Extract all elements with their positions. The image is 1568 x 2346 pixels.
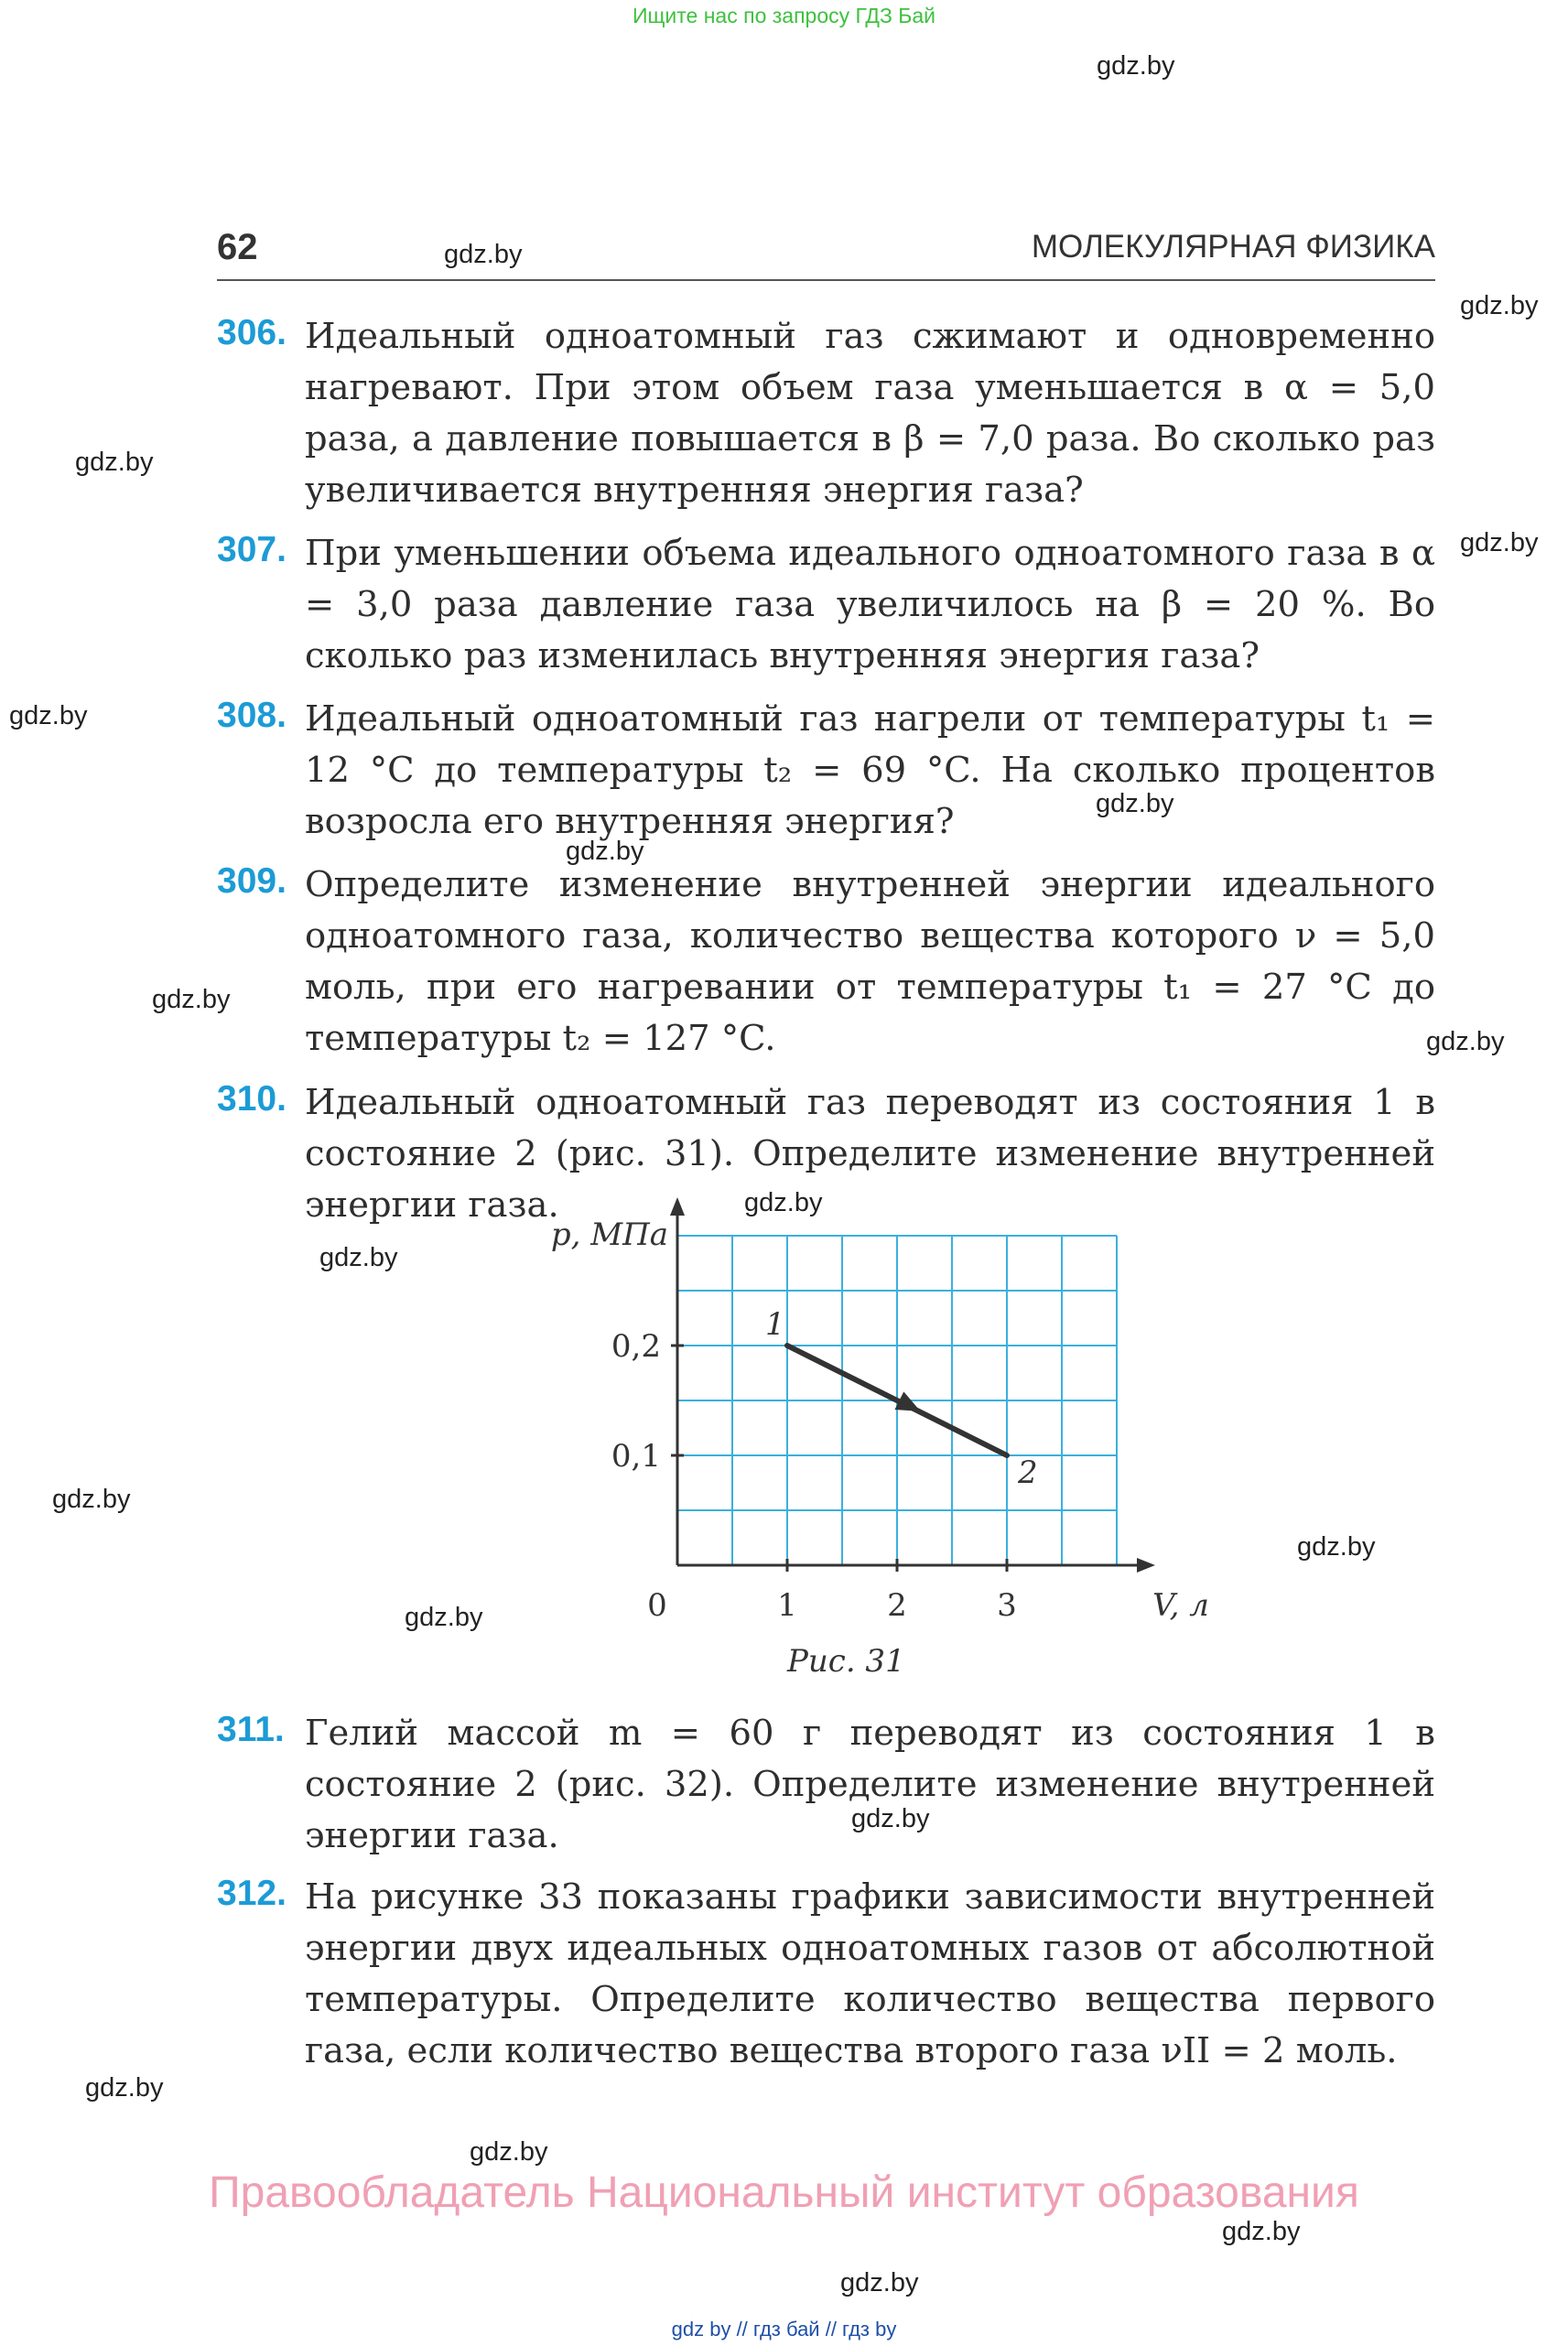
state-label-2: 2: [1018, 1454, 1038, 1491]
watermark: gdz.by: [9, 701, 88, 730]
watermark: gdz.by: [840, 2268, 919, 2297]
figure-31: [513, 1216, 1209, 1666]
problem-text: На рисунке 33 показаны графики зависимости внутренней энергии двух идеальных одноатомных газов от абсолютной температуры. Определите количество вещества первого газа, если количество вещества второго газа νII = 2 моль.: [305, 1876, 1435, 2071]
state-label-1: 1: [765, 1306, 785, 1343]
copyright-notice: Правообладатель Национальный институт образования: [209, 2168, 1359, 2217]
problem-number: 307.: [217, 530, 287, 569]
bottom-links[interactable]: gdz by // гдз бай // гдз by: [671, 2318, 897, 2341]
problem-text: Гелий массой m = 60 г переводят из состояния 1 в состояние 2 (рис. 32). Определите изменение внутренней энергии газа.: [305, 1713, 1435, 1856]
watermark: gdz.by: [1222, 2217, 1301, 2246]
watermark: gdz.by: [405, 1603, 483, 1632]
page-number: 62: [217, 227, 258, 267]
problem-text: Идеальный одноатомный газ нагрели от температуры t₁ = 12 °C до температуры t₂ = 69 °C. На сколько процентов возросла его внутренняя энергия?: [305, 698, 1435, 842]
watermark: gdz.by: [1097, 51, 1175, 81]
y-tick-label: 0,1: [611, 1438, 661, 1475]
watermark: gdz.by: [85, 2073, 164, 2103]
problem-number: 308.: [217, 696, 287, 735]
watermark: gdz.by: [470, 2137, 548, 2167]
watermark: gdz.by: [1460, 528, 1539, 557]
problem-text: При уменьшении объема идеального одноатомного газа в α = 3,0 раза давление газа увеличилось на β = 20 %. Во сколько раз изменилась внутренняя энергия газа?: [305, 533, 1435, 676]
watermark: gdz.by: [75, 448, 154, 477]
y-tick-label: 0,2: [611, 1328, 661, 1365]
x-tick-label: 1: [777, 1587, 797, 1624]
figure-caption: Рис. 31: [787, 1643, 905, 1680]
problem-text: Идеальный одноатомный газ переводят из состояния 1 в состояние 2 (рис. 31). Определите изменение внутренней энергии газа.: [305, 1082, 1435, 1226]
watermark: gdz.by: [1426, 1027, 1505, 1056]
y-axis-label: p, МПа: [550, 1216, 668, 1253]
watermark: gdz.by: [1297, 1532, 1376, 1562]
x-tick-label: 3: [997, 1587, 1017, 1624]
watermark: gdz.by: [1096, 789, 1174, 818]
problem-number: 310.: [217, 1079, 287, 1119]
watermark: gdz.by: [744, 1188, 823, 1217]
watermark: gdz.by: [1460, 291, 1539, 320]
header-rule: [217, 279, 1435, 281]
x-tick-label: 2: [887, 1587, 907, 1624]
watermark: gdz.by: [152, 985, 231, 1014]
x-axis-arrow: [1137, 1558, 1155, 1573]
problem-number: 309.: [217, 861, 287, 901]
problem-number: 312.: [217, 1874, 287, 1913]
watermark: gdz.by: [444, 240, 523, 269]
problem-number: 311.: [217, 1710, 285, 1749]
problem-text: Определите изменение внутренней энергии идеального одноатомного газа, количество вещества которого ν = 5,0 моль, при его нагревании от температуры t₁ = 27 °C до температуры t₂ = 127 °C.: [305, 864, 1435, 1059]
problem-text: Идеальный одноатомный газ сжимают и одновременно нагревают. При этом объем газа уменьшается в α = 5,0 раза, а давление повышается в β = 7,0 раза. Во сколько раз увеличивается внутренняя энергия газа?: [305, 316, 1435, 511]
origin-label: 0: [647, 1587, 667, 1624]
top-search-link[interactable]: Ищите нас по запросу ГДЗ Бай: [632, 4, 936, 27]
section-title: МОЛЕКУЛЯРНАЯ ФИЗИКА: [1031, 229, 1435, 265]
x-axis-label: V, л: [1152, 1587, 1209, 1624]
watermark: gdz.by: [319, 1243, 398, 1272]
watermark: gdz.by: [851, 1804, 930, 1833]
watermark: gdz.by: [52, 1485, 131, 1514]
watermark: gdz.by: [566, 837, 644, 866]
problem-number: 306.: [217, 313, 287, 352]
pv-diagram: [513, 1216, 1209, 1666]
